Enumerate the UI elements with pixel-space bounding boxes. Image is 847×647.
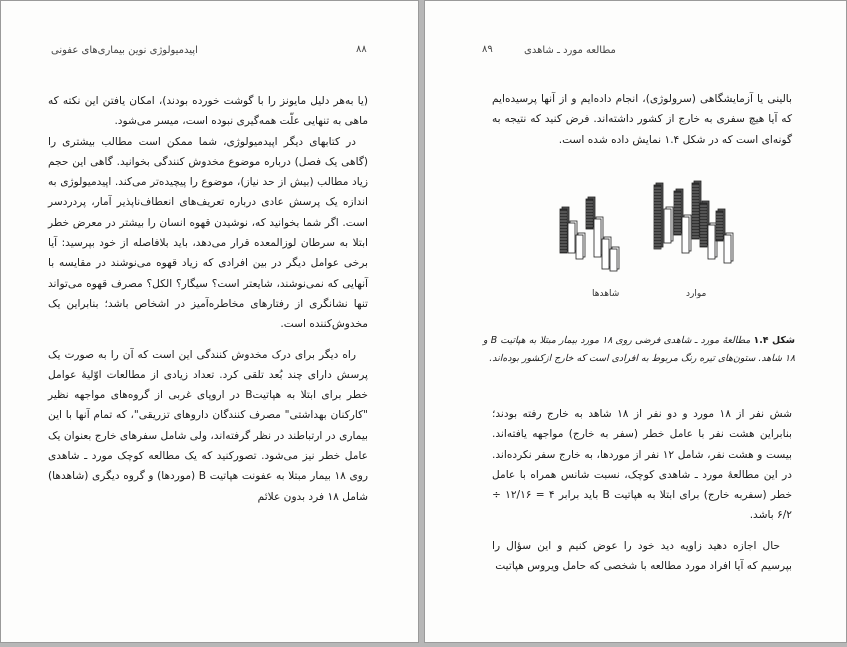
page-number: ۸۸ — [356, 44, 367, 55]
light-column — [724, 233, 733, 263]
figure-caption — [483, 332, 795, 368]
running-head: مطالعه مورد ـ شاهدی — [524, 45, 616, 56]
paragraph: (یا به‌هر دلیل مایونز را با گوشت خورده بودند)، امکان یافتن این نکته که ماهی به تنهایی علّت همه‌گیری نبوده است، میسر می‌شود. — [48, 95, 368, 128]
caption-text: مطالعهٔ مورد ـ شاهدی فرضی روی ۱۸ مورد بیمار مبتلا به هپاتیت B و ۱۸ شاهد. ستون‌های تیره رنگ مربوط به افرادی است که خارج ازکشور بوده‌اند. — [483, 335, 795, 364]
figure-label-controls: شاهدها — [592, 289, 620, 299]
right-page — [424, 0, 847, 643]
caption-label: شکل ۱.۴ — [753, 335, 795, 346]
dark-column — [654, 183, 663, 249]
running-head: اپیدمیولوژی نوین بیماری‌های عفونی — [51, 45, 198, 56]
light-column — [610, 247, 619, 271]
light-column — [682, 215, 691, 253]
right-body — [492, 404, 792, 576]
paragraph: در کتابهای دیگر اپیدمیولوژی، شما ممکن است مطالب بیشتری را (گاهی یک فصل) درباره موضوع مخدوش کنندگی بخوانید. گاهی این حجم زیاد مطالب (بیش از حد نیاز)، موضوع را پیچیده‌تر می‌کند. اپیدمیولوژی به اندازه یک پرسش عادی درباره تعریف‌های انعطاف‌ناپذیر آمار، پردردسر است. اگر شما بخوانید که، نوشیدن قهوه انسان را بیشتر در معرض خطر ابتلا به سرطان لوزالمعده قرار می‌دهد، باید بلافاصله از خود بپرسید: آیا برخی عوامل دیگر در بین افرادی که زیاد قهوه می‌نوشند در مقایسه با آنهایی که نمی‌نوشند، شایعتر است؟ سیگار؟ الکل؟ مصرف قهوه می‌تواند تنها نشانگری از رفتارهای مخاطره‌آمیز در اشخاص باشد؛ بنابراین یک مخدوش‌کننده است. — [48, 135, 368, 331]
intro-paragraph: بالینی یا آزمایشگاهی (سرولوژی)، انجام داده‌ایم و از آنها پرسیده‌ایم که آیا هیچ سفری به خارج از کشور داشته‌اند. فرض کنید که نتیجه به گونه‌ای است که در شکل ۱.۴ نمایش داده شده است. — [492, 93, 792, 146]
left-body — [48, 91, 368, 507]
light-column — [576, 233, 585, 259]
paragraph: حال اجازه دهید زاویه دید خود را عوض کنیم و این سؤال را بپرسیم که آیا افراد مورد مطالعه با شخصی که حامل ویروس هپاتیت — [492, 539, 792, 573]
paragraph: شش نفر از ۱۸ مورد و دو نفر از ۱۸ شاهد به خارج رفته بودند؛ بنابراین هشت نفر با عامل خطر (سفر به خارج) مواجهه یافته‌اند. بیست و هشت نفر، شامل ۱۲ نفر از موردها، به خارج سفر نکرده‌اند. در این مطالعهٔ مورد ـ شاهدی کوچک، نسبت شانس همراه با عامل خطر (سفربه خارج) برای ابتلا به هپاتیت B باید برابر ۴ = ۱۲/۱۶ ÷ ۶/۲ باشد. — [492, 408, 793, 522]
figure-1-4 — [550, 179, 740, 303]
paragraph: راه دیگر برای درک مخدوش کنندگی این است که آن را به صورت یک پرسش دارای چند بُعد تلقی کرد. تعداد زیادی از مطالعات اوّلیهٔ عوامل خطر برای ابتلا به هپاتیتB در اروپای غربی از گروه‌های مواجهه نظیر "کارکنان بهداشتی" مصرف کنندگان داروهای تزریقی"، که تمام آنها با این بیماری در ارتباطند در نظر گرفته‌اند، ولی شامل سفرهای خارج بعنوان یک عامل خطر نیز می‌شود. تصورکنید که یک مطالعه کوچک مورد ـ شاهدی روی ۱۸ بیمار مبتلا به عفونت هپاتیت B (موردها) و گروه دیگری (شاهدها) شامل ۱۸ فرد بدون علائم — [48, 348, 368, 503]
figure-label-cases: موارد — [686, 289, 707, 299]
page-number: ۸۹ — [482, 44, 493, 55]
light-column — [664, 207, 673, 243]
bar-columns-figure — [550, 179, 740, 303]
left-page — [0, 0, 419, 643]
